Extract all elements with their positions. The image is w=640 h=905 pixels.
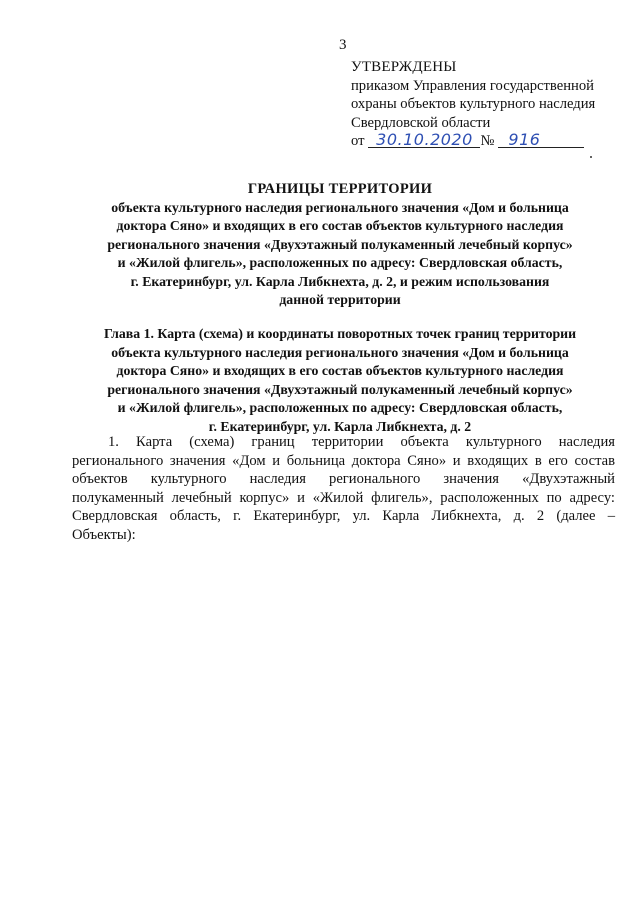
chapter-line: Глава 1. Карта (схема) и координаты поворотных точек границ территории bbox=[103, 326, 577, 341]
heading-line: г. Екатеринбург, ул. Карла Либкнехта, д. 2, и режим использования bbox=[130, 273, 550, 289]
chapter-heading bbox=[60, 325, 620, 436]
handwritten-date: 30.10.2020 bbox=[368, 132, 480, 148]
paragraph-1 bbox=[72, 433, 615, 545]
approval-line: охраны объектов культурного наследия bbox=[351, 96, 596, 112]
scan-speck bbox=[590, 156, 592, 158]
chapter-line: г. Екатеринбург, ул. Карла Либкнехта, д. 2 bbox=[208, 418, 472, 434]
approval-line: Свердловской области bbox=[351, 114, 491, 131]
heading-line: объекта культурного наследия регионального значения «Дом и больница bbox=[111, 199, 569, 215]
paragraph-line: полукаменный лечебный корпус» и «Жилой флигель», расположенных по адресу: bbox=[72, 489, 615, 506]
chapter-line: объекта культурного наследия регионального значения «Дом и больница bbox=[111, 344, 569, 360]
heading-line: доктора Сяно» и входящих в его состав объектов культурного наследия bbox=[116, 218, 564, 233]
number-prefix: № bbox=[480, 133, 495, 149]
approval-date-number-line bbox=[351, 132, 621, 151]
approval-line: приказом Управления государственной bbox=[351, 77, 594, 94]
chapter-line: регионального значения «Двухэтажный полукаменный лечебный корпус» bbox=[107, 381, 573, 397]
approval-title: УТВЕРЖДЕНЫ bbox=[351, 59, 457, 75]
heading-line: данной территории bbox=[279, 292, 401, 307]
chapter-line: доктора Сяно» и входящих в его состав объектов культурного наследия bbox=[116, 363, 564, 378]
page-number: 3 bbox=[339, 37, 347, 53]
paragraph-line: объектов культурного наследия регионального значения «Двухэтажный bbox=[72, 471, 615, 488]
date-prefix: от bbox=[351, 133, 365, 149]
paragraph-line: Объекты): bbox=[72, 526, 136, 543]
main-heading bbox=[60, 180, 620, 310]
handwritten-number: 916 bbox=[498, 132, 584, 148]
approval-block bbox=[351, 58, 621, 151]
heading-line: регионального значения «Двухэтажный полукаменный лечебный корпус» bbox=[107, 236, 573, 252]
heading-line: и «Жилой флигель», расположенных по адресу: Свердловская область, bbox=[117, 255, 563, 270]
paragraph-line: 1. Карта (схема) границ территории объекта культурного наследия bbox=[108, 434, 615, 450]
paragraph-line: Свердловская область, г. Екатеринбург, ул. Карла Либкнехта, д. 2 (далее – bbox=[72, 508, 615, 525]
heading-title: ГРАНИЦЫ ТЕРРИТОРИИ bbox=[247, 181, 433, 197]
chapter-line: и «Жилой флигель», расположенных по адресу: Свердловская область, bbox=[117, 400, 563, 415]
paragraph-line: регионального значения «Дом и больница доктора Сяно» и входящих в его состав bbox=[72, 452, 615, 469]
